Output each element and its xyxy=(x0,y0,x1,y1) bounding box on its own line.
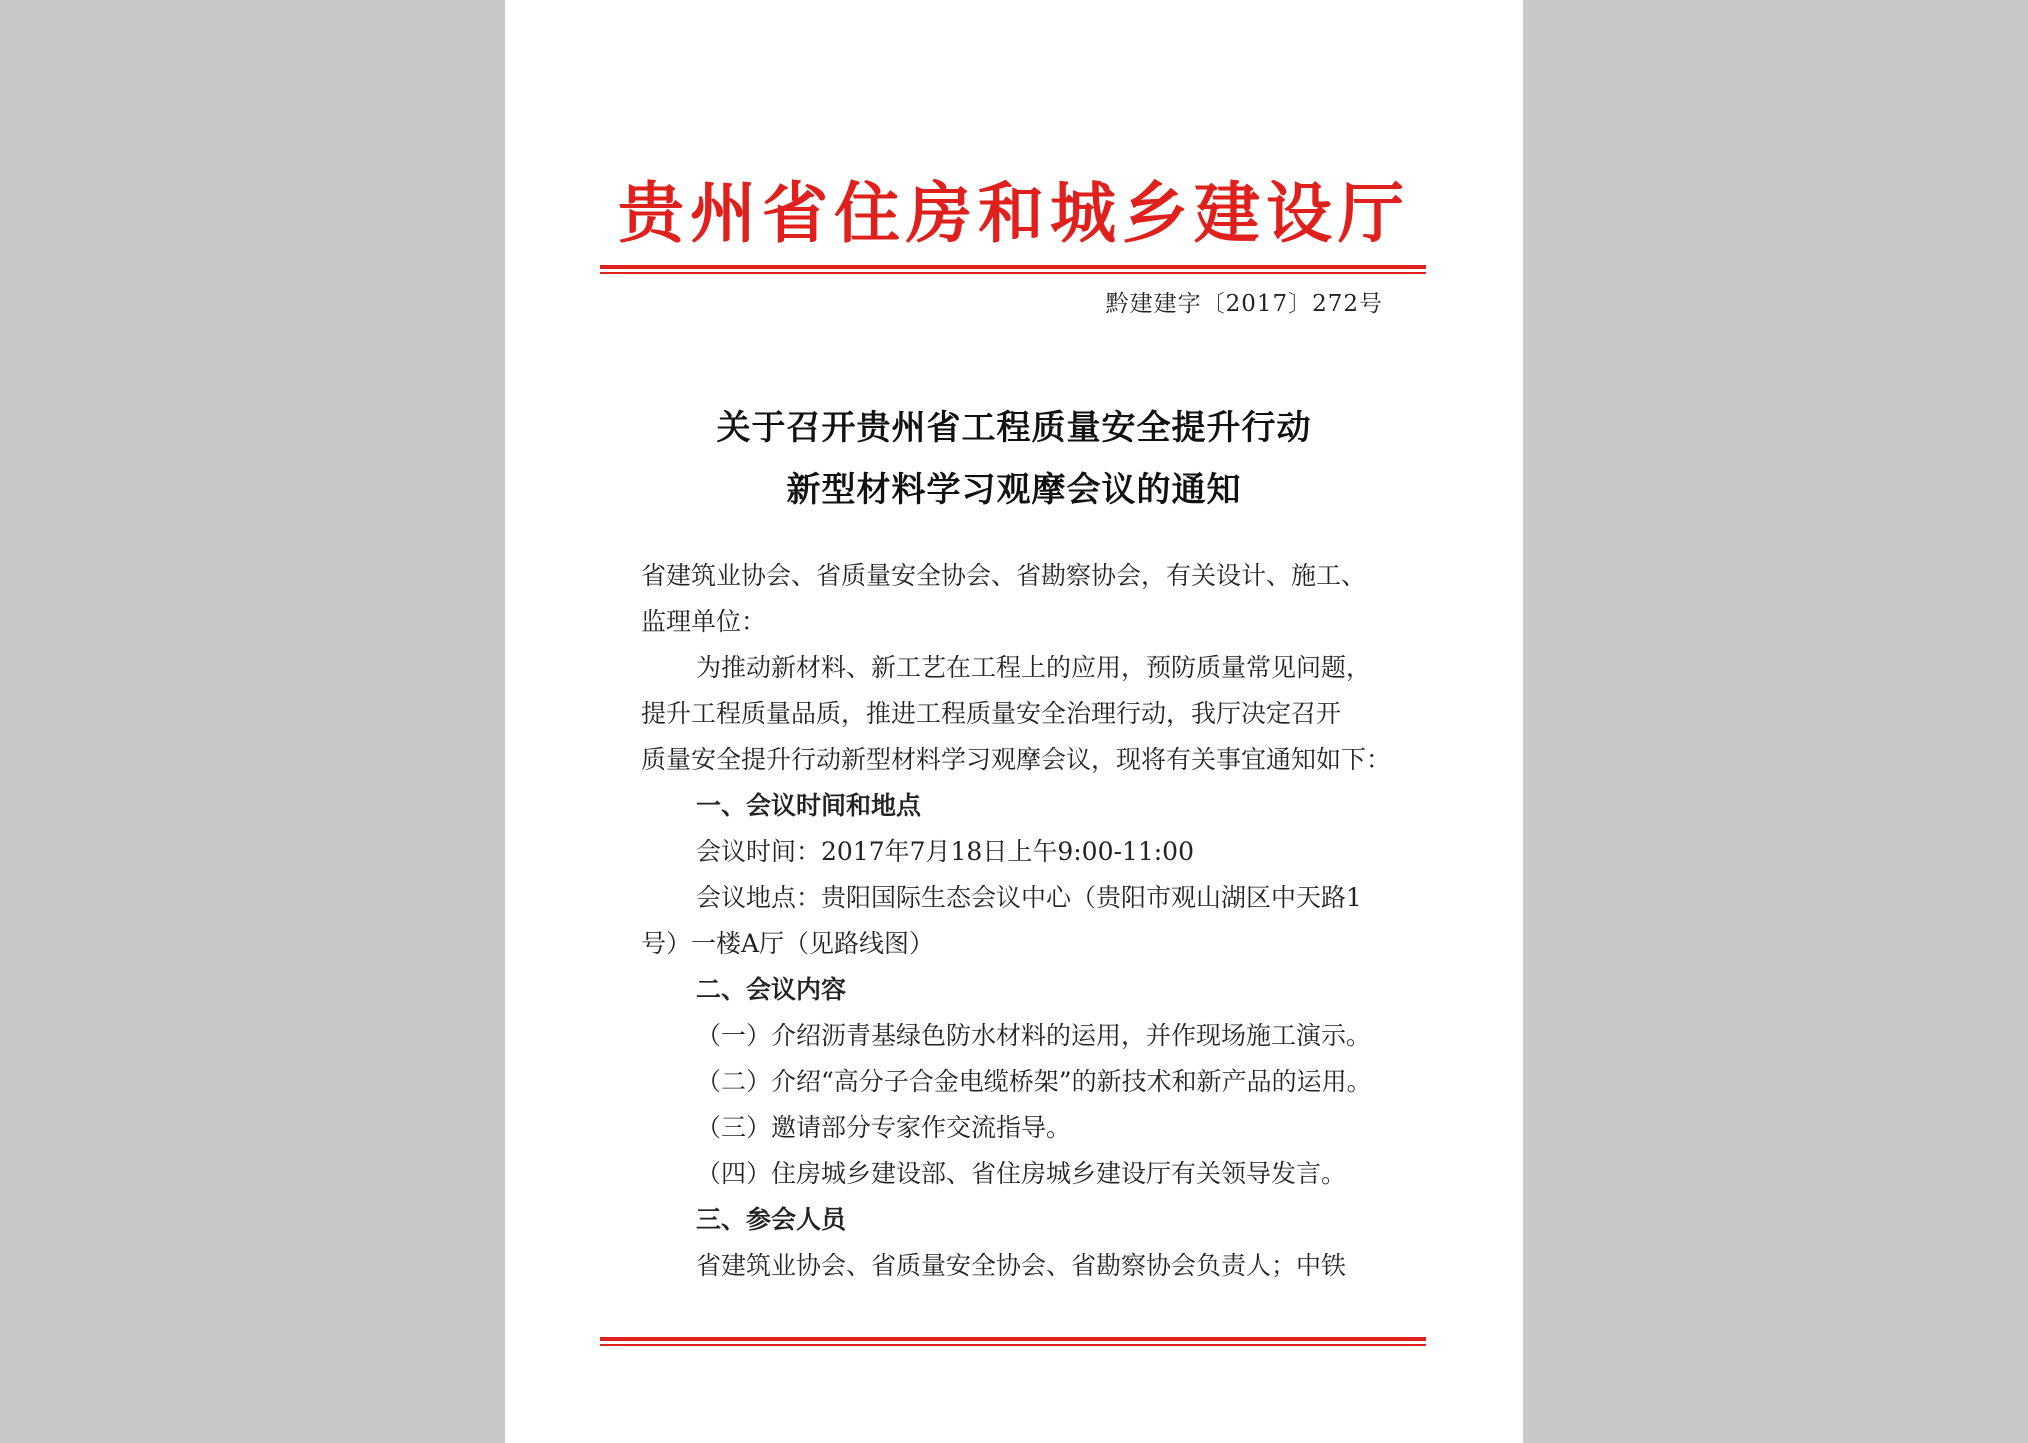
notice-title-line1: 关于召开贵州省工程质量安全提升行动 xyxy=(716,408,1312,448)
intro-line2: 提升工程质量品质，推进工程质量安全治理行动，我厅决定召开 xyxy=(641,699,1342,728)
intro-line3: 质量安全提升行动新型材料学习观摩会议，现将有关事宜通知如下： xyxy=(641,745,1392,774)
content-item-4: （四）住房城乡建设部、省住房城乡建设厅有关领导发言。 xyxy=(696,1159,1347,1188)
addressee-line2: 监理单位： xyxy=(641,607,767,636)
document-number: 黔建建字〔2017〕272号 xyxy=(1105,291,1383,317)
content-item-3: （三）邀请部分专家作交流指导。 xyxy=(696,1113,1072,1142)
section3-heading: 三、参会人员 xyxy=(696,1205,847,1234)
addressee-line1: 省建筑业协会、省质量安全协会、省勘察协会，有关设计、施工、 xyxy=(641,561,1367,590)
content-item-2: （二）介绍“高分子合金电缆桥架”的新技术和新产品的运用。 xyxy=(696,1067,1372,1096)
header-rule-thick xyxy=(600,265,1426,269)
content-item-1: （一）介绍沥青基绿色防水材料的运用，并作现场施工演示。 xyxy=(696,1021,1372,1050)
notice-title-line2: 新型材料学习观摩会议的通知 xyxy=(786,470,1242,510)
attendees-line1: 省建筑业协会、省质量安全协会、省勘察协会负责人；中铁 xyxy=(696,1251,1347,1280)
org-header-title: 贵州省住房和城乡建设厅 xyxy=(618,174,1410,252)
section1-heading: 一、会议时间和地点 xyxy=(696,791,922,820)
intro-line1: 为推动新材料、新工艺在工程上的应用，预防质量常见问题， xyxy=(696,653,1372,682)
meeting-place-line2: 号）一楼A厅（见路线图） xyxy=(641,929,935,958)
footer-rule-thin xyxy=(600,1344,1426,1346)
meeting-time: 会议时间：2017年7月18日上午9:00-11:00 xyxy=(696,837,1194,866)
header-rule-thin xyxy=(600,272,1426,274)
document-page xyxy=(505,0,1523,1443)
section2-heading: 二、会议内容 xyxy=(696,975,847,1004)
footer-rule-thick xyxy=(600,1337,1426,1341)
meeting-place-line1: 会议地点：贵阳国际生态会议中心（贵阳市观山湖区中天路1 xyxy=(696,883,1362,912)
